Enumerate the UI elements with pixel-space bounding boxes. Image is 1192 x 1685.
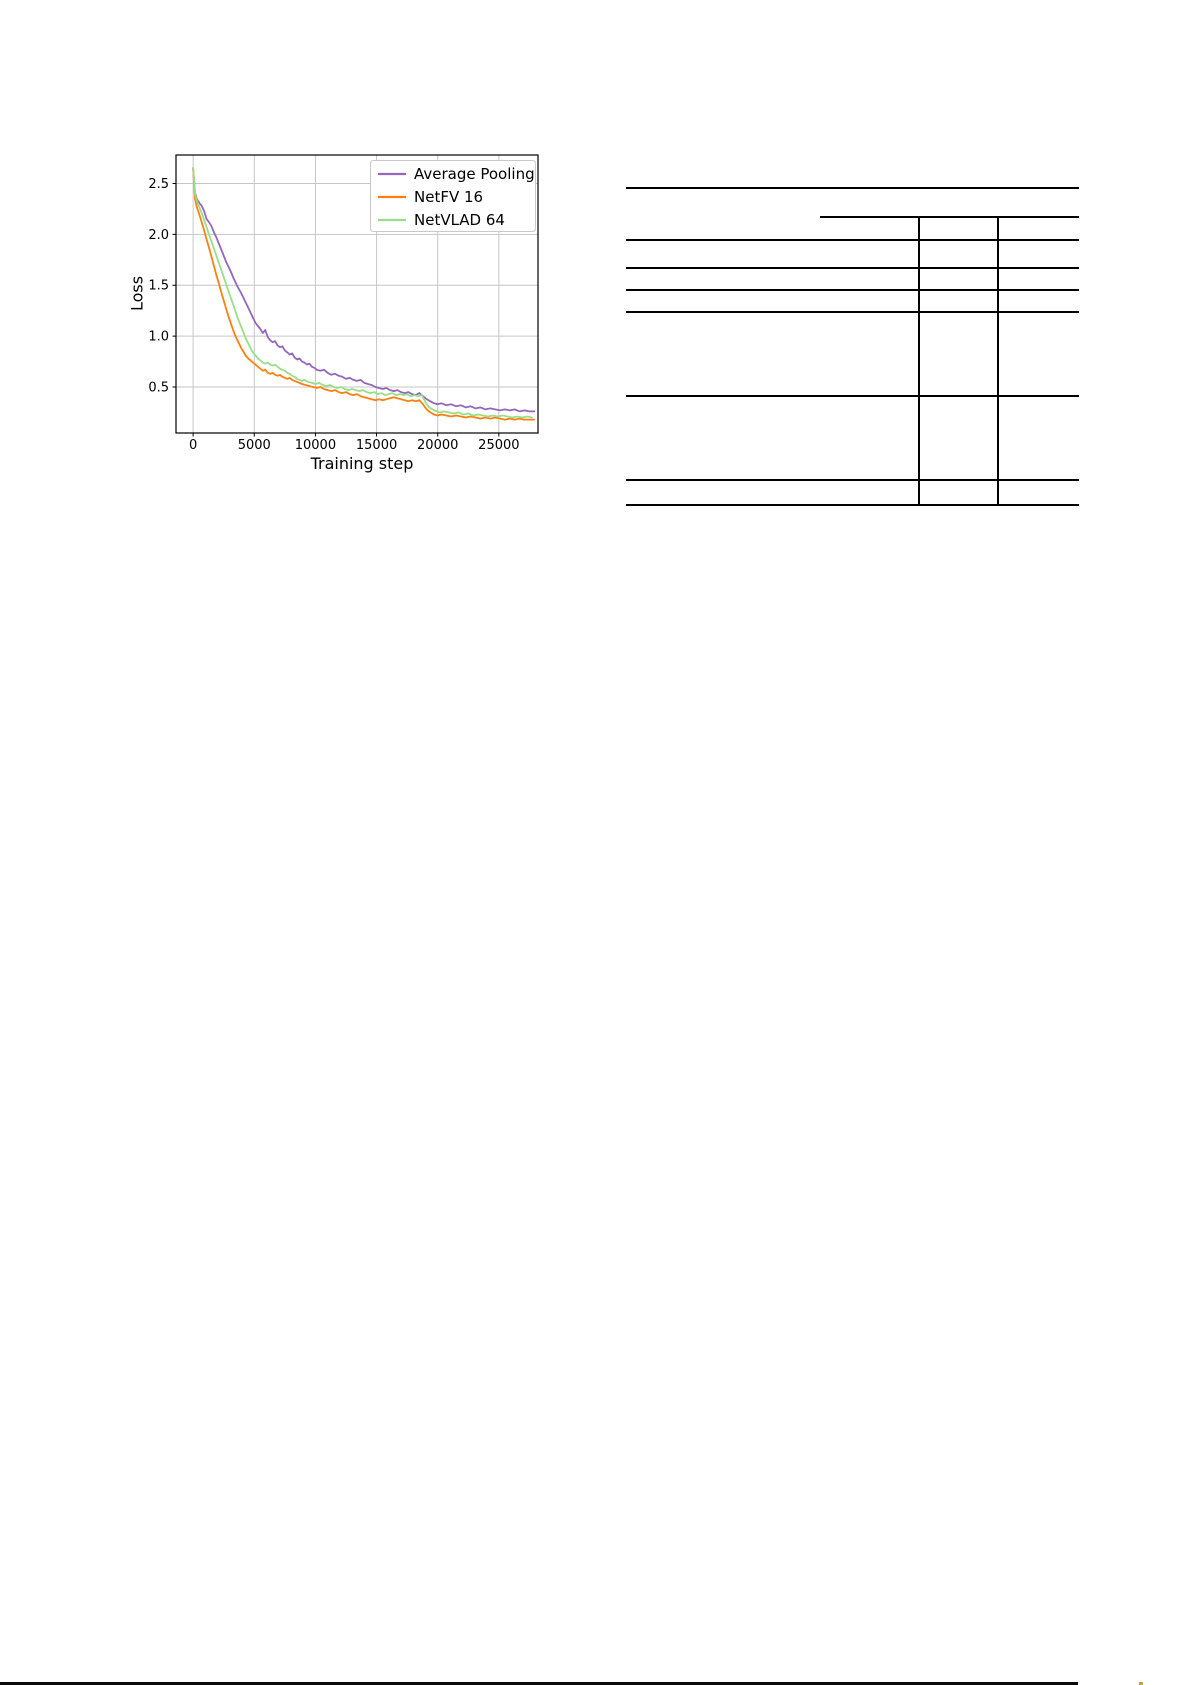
x-tick-label: 25000 bbox=[478, 438, 520, 453]
x-tick-label: 15000 bbox=[355, 438, 398, 453]
y-tick-label: 1.5 bbox=[148, 278, 169, 294]
x-tick-label: 10000 bbox=[294, 438, 337, 453]
table-rule-vertical bbox=[918, 217, 920, 505]
x-tick-label: 5000 bbox=[237, 438, 271, 453]
training-loss-chart bbox=[0, 0, 600, 500]
y-axis-label: Loss bbox=[127, 275, 147, 312]
y-tick-label: 1.0 bbox=[148, 329, 169, 345]
table-rule-horizontal bbox=[626, 289, 1079, 291]
x-axis-label: Training step bbox=[310, 454, 414, 473]
table-rule-horizontal bbox=[626, 239, 1079, 241]
legend-entry-netfv-16: NetFV 16 bbox=[414, 188, 484, 206]
table-rule-vertical bbox=[997, 217, 999, 505]
y-tick-label: 2.0 bbox=[148, 227, 169, 243]
table-rule-horizontal bbox=[626, 187, 1079, 189]
table-rule-horizontal bbox=[626, 311, 1079, 313]
x-tick-label: 20000 bbox=[417, 438, 459, 453]
table-rule-horizontal bbox=[626, 395, 1079, 397]
table-rule-horizontal bbox=[626, 479, 1079, 481]
y-tick-label: 0.5 bbox=[148, 380, 169, 396]
table-rule-horizontal bbox=[820, 216, 1079, 218]
table-rule-horizontal bbox=[626, 504, 1079, 506]
x-tick-label: 0 bbox=[188, 438, 198, 453]
table-rule-horizontal bbox=[626, 267, 1079, 269]
y-tick-label: 2.5 bbox=[148, 176, 169, 192]
legend-entry-average-pooling: Average Pooling bbox=[414, 165, 535, 183]
legend-entry-netvlad-64: NetVLAD 64 bbox=[414, 211, 505, 229]
